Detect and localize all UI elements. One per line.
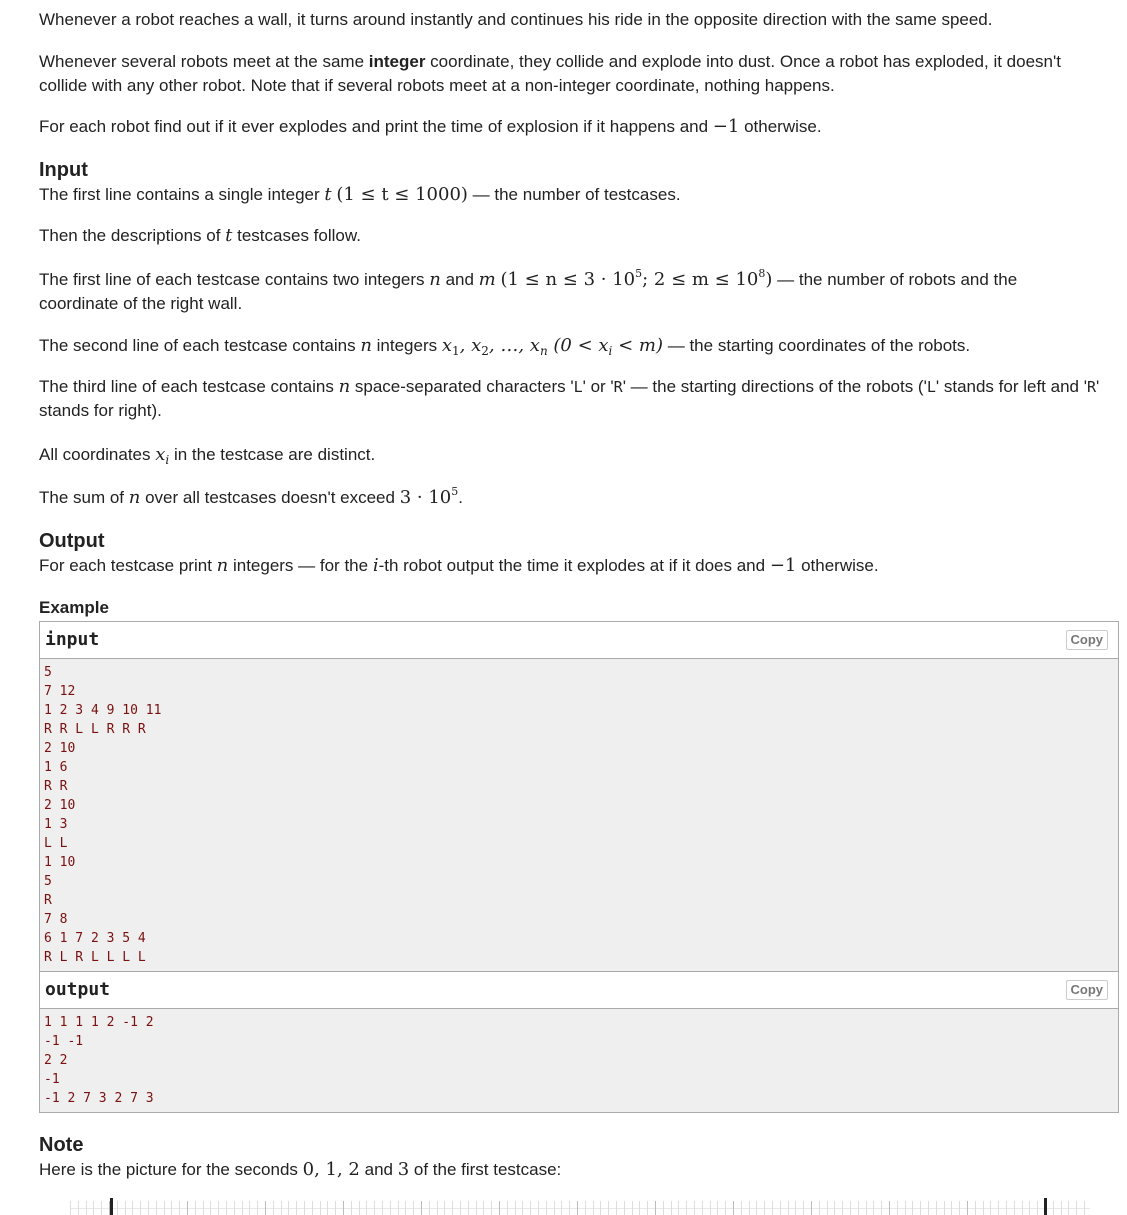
ruler-tick	[803, 1201, 804, 1215]
ruler-tick	[983, 1201, 984, 1215]
ruler-tick	[538, 1201, 539, 1215]
input-l3-range-n: (1 ≤ n ≤ 3 · 10	[500, 269, 636, 290]
input-line-7	[39, 486, 463, 510]
ruler-tick	[998, 1201, 999, 1215]
ruler-tick	[1037, 1201, 1038, 1215]
ruler-tick	[179, 1201, 180, 1215]
ruler-tick	[265, 1201, 266, 1215]
ruler-tick	[749, 1201, 750, 1215]
ruler-tick	[390, 1201, 391, 1215]
ruler-tick	[296, 1201, 297, 1215]
input-l3-var-m: m	[478, 269, 496, 290]
input-section-title: Input	[39, 159, 88, 181]
ruler-tick	[639, 1201, 640, 1215]
example-input-line: 6 1 7 2 3 5 4	[44, 931, 146, 946]
example-input-line: 7 8	[44, 912, 68, 927]
example-input-line: 5	[44, 665, 52, 680]
example-output-content[interactable]	[40, 1009, 1118, 1112]
note-picture-ruler	[70, 1196, 1090, 1215]
ruler-tick	[210, 1201, 211, 1215]
ruler-tick	[86, 1201, 87, 1215]
ruler-tick	[990, 1201, 991, 1215]
example-input-line: R	[44, 893, 52, 908]
example-output-line: -1 -1	[44, 1034, 84, 1049]
input-l6-text-a: All coordinates	[39, 445, 156, 464]
ruler-tick	[437, 1201, 438, 1215]
input-l4-xn: , …, x	[488, 335, 540, 356]
ruler-tick	[226, 1201, 227, 1215]
ruler-tick	[398, 1201, 399, 1215]
input-l5-text-a: The third line of each testcase contains	[39, 377, 339, 396]
ruler-tick	[624, 1201, 625, 1215]
ruler-tick	[647, 1201, 648, 1215]
ruler-tick	[569, 1201, 570, 1215]
ruler-tick	[554, 1201, 555, 1215]
example-input-line: 1 10	[44, 855, 76, 870]
ruler-tick	[132, 1201, 133, 1215]
input-l4-range-open: (0 < x	[547, 335, 609, 356]
input-l7-var-n: n	[128, 487, 141, 508]
ruler-tick	[242, 1201, 243, 1215]
ruler-tick	[850, 1201, 851, 1215]
ruler-tick	[959, 1201, 960, 1215]
ruler-tick	[249, 1201, 250, 1215]
input-l1-text-a: The first line contains a single integer	[39, 185, 325, 204]
ruler-tick	[359, 1201, 360, 1215]
input-l3-exp-n: 5	[635, 267, 643, 280]
ruler-tick	[1061, 1201, 1062, 1215]
ruler-tick	[967, 1201, 968, 1215]
input-l7-text-b: over all testcases doesn't exceed	[140, 488, 400, 507]
ruler-tick	[156, 1201, 157, 1215]
input-l4-x2-sub: 2	[481, 344, 489, 358]
ruler-tick	[717, 1201, 718, 1215]
ruler-tick	[187, 1201, 188, 1215]
ruler-tick	[912, 1201, 913, 1215]
wall-rule-text: Whenever a robot reaches a wall, it turns around instantly and continues his ride in the opposite direction with the same speed.	[39, 10, 993, 29]
ruler-tick	[1014, 1201, 1015, 1215]
ruler-tick	[593, 1201, 594, 1215]
ruler-tick	[1068, 1201, 1069, 1215]
example-input-block	[39, 621, 1119, 972]
ruler-tick	[702, 1201, 703, 1215]
example-input-line: L L	[44, 836, 68, 851]
output-text-b: integers — for the	[228, 556, 373, 575]
example-input-label: input	[45, 629, 100, 650]
input-line-2	[39, 224, 361, 248]
ruler-tick	[140, 1201, 141, 1215]
input-l3-and: and	[440, 270, 479, 289]
ruler-tick	[148, 1201, 149, 1215]
ruler-tick	[873, 1201, 874, 1215]
input-l5-text-b: space-separated characters '	[350, 377, 574, 396]
note-seconds: 0, 1, 2	[302, 1159, 360, 1180]
example-input-line: 1 3	[44, 817, 68, 832]
ruler-tick	[897, 1201, 898, 1215]
input-l6-text-b: in the testcase are distinct.	[169, 445, 376, 464]
example-output-label: output	[45, 979, 111, 1000]
input-l1-range: (1 ≤ t ≤ 1000)	[336, 184, 468, 205]
ruler-tick	[756, 1201, 757, 1215]
ruler-tick	[678, 1201, 679, 1215]
ruler-tick	[366, 1201, 367, 1215]
ruler-tick	[93, 1201, 94, 1215]
input-l6-sub-i: i	[165, 453, 170, 467]
ruler-baseline	[70, 1208, 1090, 1209]
ruler-tick	[951, 1201, 952, 1215]
ruler-tick	[125, 1201, 126, 1215]
example-input-line: 2 10	[44, 741, 76, 756]
input-line-4	[39, 334, 970, 358]
input-l4-x1-sub: 1	[452, 344, 460, 358]
example-output-line: 2 2	[44, 1053, 68, 1068]
ruler-tick	[405, 1201, 406, 1215]
input-l5-text-d: ' stands for left and '	[935, 377, 1087, 396]
example-title: Example	[39, 598, 109, 617]
input-l4-var-n: n	[360, 335, 372, 356]
ruler-tick	[686, 1201, 687, 1215]
input-l2-var-t: t	[225, 225, 233, 246]
input-l3-text-b: — the number of robots and the coordinate of the right wall.	[39, 270, 1018, 313]
input-l4-text-c: — the starting coordinates of the robots.	[663, 336, 971, 355]
ruler-tick	[944, 1201, 945, 1215]
ruler-tick	[819, 1201, 820, 1215]
input-l2-text-a: Then the descriptions of	[39, 226, 226, 245]
note-section-title: Note	[39, 1134, 84, 1156]
ruler-tick	[577, 1201, 578, 1215]
note-text-b: of the first testcase:	[409, 1160, 562, 1179]
ruler-tick	[429, 1201, 430, 1215]
ruler-tick	[546, 1201, 547, 1215]
example-input-line: 1 2 3 4 9 10 11	[44, 703, 162, 718]
collision-rule-paragraph	[39, 50, 1109, 98]
ruler-tick	[772, 1201, 773, 1215]
ruler-tick	[327, 1201, 328, 1215]
input-l5-char-l2: L	[926, 378, 936, 396]
example-output-line: -1	[44, 1072, 60, 1087]
ruler-tick	[491, 1201, 492, 1215]
input-line-3	[39, 268, 1079, 316]
ruler-tick	[585, 1201, 586, 1215]
ruler-tick	[273, 1201, 274, 1215]
ruler-tick	[764, 1201, 765, 1215]
note-last-second: 3	[397, 1159, 410, 1180]
ruler-tick	[795, 1201, 796, 1215]
task-text-b: otherwise.	[739, 117, 822, 136]
ruler-tick	[920, 1201, 921, 1215]
output-var-i: i	[372, 555, 379, 576]
note-text-a: Here is the picture for the seconds	[39, 1160, 303, 1179]
ruler-tick	[1084, 1201, 1085, 1215]
ruler-tick	[234, 1201, 235, 1215]
input-l4-text-a: The second line of each testcase contains	[39, 336, 361, 355]
ruler-tick	[561, 1201, 562, 1215]
ruler-tick	[203, 1201, 204, 1215]
ruler-tick	[515, 1201, 516, 1215]
ruler-tick	[312, 1201, 313, 1215]
ruler-tick	[78, 1201, 79, 1215]
collision-text-a: Whenever several robots meet at the same	[39, 52, 369, 71]
example-input-header	[40, 622, 1118, 659]
ruler-tick	[608, 1201, 609, 1215]
ruler-tick	[374, 1201, 375, 1215]
input-l3-range-m: ; 2 ≤ m ≤ 10	[642, 269, 759, 290]
ruler-wall-marker	[1044, 1198, 1047, 1215]
ruler-tick	[507, 1201, 508, 1215]
ruler-tick	[335, 1201, 336, 1215]
output-neg-one: −1	[769, 555, 797, 576]
ruler-tick	[741, 1201, 742, 1215]
ruler-tick	[655, 1201, 656, 1215]
example-input-content[interactable]	[40, 659, 1118, 971]
example-output-line: -1 2 7 3 2 7 3	[44, 1091, 154, 1106]
input-l3-var-n: n	[429, 269, 441, 290]
ruler-tick	[1006, 1201, 1007, 1215]
collision-text-b: coordinate, they collide and explode into dust. Once a robot has exploded, it doesn't collide with any other robot. Note that if several robots meet at a non-integer coordinate, nothing happens.	[39, 52, 1061, 95]
ruler-tick	[452, 1201, 453, 1215]
input-l5-or: ' or '	[582, 377, 614, 396]
input-l3-text-a: The first line of each testcase contains two integers	[39, 270, 430, 289]
copy-output-button[interactable]: Copy	[1066, 980, 1109, 1000]
input-l1-var-t: t	[324, 184, 332, 205]
ruler-tick	[694, 1201, 695, 1215]
ruler-tick	[1053, 1201, 1054, 1215]
ruler-tick	[710, 1201, 711, 1215]
ruler-wall-marker	[110, 1198, 113, 1215]
ruler-tick	[632, 1201, 633, 1215]
ruler-tick	[858, 1201, 859, 1215]
ruler-tick	[616, 1201, 617, 1215]
ruler-tick	[671, 1201, 672, 1215]
example-input-line: 7 12	[44, 684, 76, 699]
input-l5-var-n: n	[338, 376, 351, 397]
ruler-tick	[1076, 1201, 1077, 1215]
input-l6-var-x: x	[155, 444, 166, 465]
ruler-tick	[421, 1201, 422, 1215]
example-input-line: R R L L R R R	[44, 722, 146, 737]
ruler-tick	[1022, 1201, 1023, 1215]
ruler-tick	[164, 1201, 165, 1215]
input-l7-value: 3 · 10	[399, 487, 452, 508]
task-neg-one: −1	[712, 116, 740, 137]
output-text-d: otherwise.	[796, 556, 879, 575]
ruler-tick	[281, 1201, 282, 1215]
input-l4-range-sub: i	[608, 344, 613, 358]
ruler-tick	[218, 1201, 219, 1215]
output-text-c: -th robot output the time it explodes at if it does and	[378, 556, 770, 575]
input-line-5	[39, 375, 1119, 423]
ruler-tick	[351, 1201, 352, 1215]
input-l1-text-b: — the number of testcases.	[467, 185, 681, 204]
note-and: and	[359, 1160, 398, 1179]
ruler-tick	[343, 1201, 344, 1215]
wall-rule-paragraph	[39, 8, 993, 32]
input-l7-exp: 5	[451, 485, 459, 498]
ruler-tick	[257, 1201, 258, 1215]
output-text-a: For each testcase print	[39, 556, 217, 575]
ruler-tick	[499, 1201, 500, 1215]
example-input-line: R L R L L L L	[44, 950, 146, 965]
example-input-line: 2 10	[44, 798, 76, 813]
ruler-tick	[382, 1201, 383, 1215]
ruler-tick	[788, 1201, 789, 1215]
ruler-tick	[101, 1201, 102, 1215]
ruler-tick	[905, 1201, 906, 1215]
ruler-tick	[304, 1201, 305, 1215]
output-section-title: Output	[39, 530, 105, 552]
ruler-tick	[881, 1201, 882, 1215]
ruler-tick	[600, 1201, 601, 1215]
ruler-tick	[476, 1201, 477, 1215]
output-var-n: n	[216, 555, 229, 576]
example-output-block	[39, 971, 1119, 1113]
input-l4-xn-sub: n	[539, 344, 548, 358]
example-output-header	[40, 972, 1118, 1009]
input-l5-text-e: ' stands for right).	[39, 377, 1100, 420]
ruler-tick	[468, 1201, 469, 1215]
note-text	[39, 1158, 561, 1182]
ruler-tick	[928, 1201, 929, 1215]
input-l5-char-r2: R	[1086, 378, 1096, 396]
ruler-tick	[834, 1201, 835, 1215]
ruler-tick	[663, 1201, 664, 1215]
ruler-tick	[733, 1201, 734, 1215]
input-line-1	[39, 183, 681, 207]
ruler-tick	[444, 1201, 445, 1215]
ruler-tick	[70, 1201, 71, 1215]
input-line-6	[39, 443, 375, 467]
ruler-tick	[889, 1201, 890, 1215]
example-input-line: 5	[44, 874, 52, 889]
output-line	[39, 554, 879, 578]
collision-bold-word: integer	[368, 52, 426, 71]
input-l3-exp-m: 8	[758, 267, 766, 280]
input-l2-text-b: testcases follow.	[232, 226, 361, 245]
ruler-tick	[288, 1201, 289, 1215]
ruler-tick	[975, 1201, 976, 1215]
ruler-tick	[117, 1201, 118, 1215]
input-l4-text-b: integers	[371, 336, 442, 355]
input-l7-period: .	[458, 488, 463, 507]
ruler-tick	[522, 1201, 523, 1215]
ruler-tick	[866, 1201, 867, 1215]
ruler-tick	[530, 1201, 531, 1215]
ruler-tick	[827, 1201, 828, 1215]
ruler-tick	[936, 1201, 937, 1215]
copy-input-button[interactable]: Copy	[1066, 630, 1109, 650]
task-paragraph	[39, 115, 822, 139]
input-l4-x1: x	[441, 335, 452, 356]
ruler-tick	[780, 1201, 781, 1215]
input-l5-text-c: ' — the starting directions of the robots ('	[622, 377, 927, 396]
ruler-tick	[483, 1201, 484, 1215]
input-l4-x2: , x	[459, 335, 482, 356]
ruler-tick	[1029, 1201, 1030, 1215]
ruler-tick	[171, 1201, 172, 1215]
ruler-tick	[811, 1201, 812, 1215]
input-l4-range-close: < m)	[612, 335, 664, 356]
ruler-tick	[320, 1201, 321, 1215]
task-text-a: For each robot find out if it ever explodes and print the time of explosion if it happens and	[39, 117, 713, 136]
ruler-tick	[195, 1201, 196, 1215]
input-l7-text-a: The sum of	[39, 488, 129, 507]
ruler-tick	[413, 1201, 414, 1215]
example-input-line: 1 6	[44, 760, 68, 775]
ruler-tick	[842, 1201, 843, 1215]
input-l5-char-r: R	[613, 378, 623, 396]
example-output-line: 1 1 1 1 2 -1 2	[44, 1015, 154, 1030]
ruler-tick	[725, 1201, 726, 1215]
ruler-tick	[460, 1201, 461, 1215]
example-input-line: R R	[44, 779, 68, 794]
input-l5-char-l: L	[573, 378, 583, 396]
input-l3-range-close: )	[765, 269, 773, 290]
